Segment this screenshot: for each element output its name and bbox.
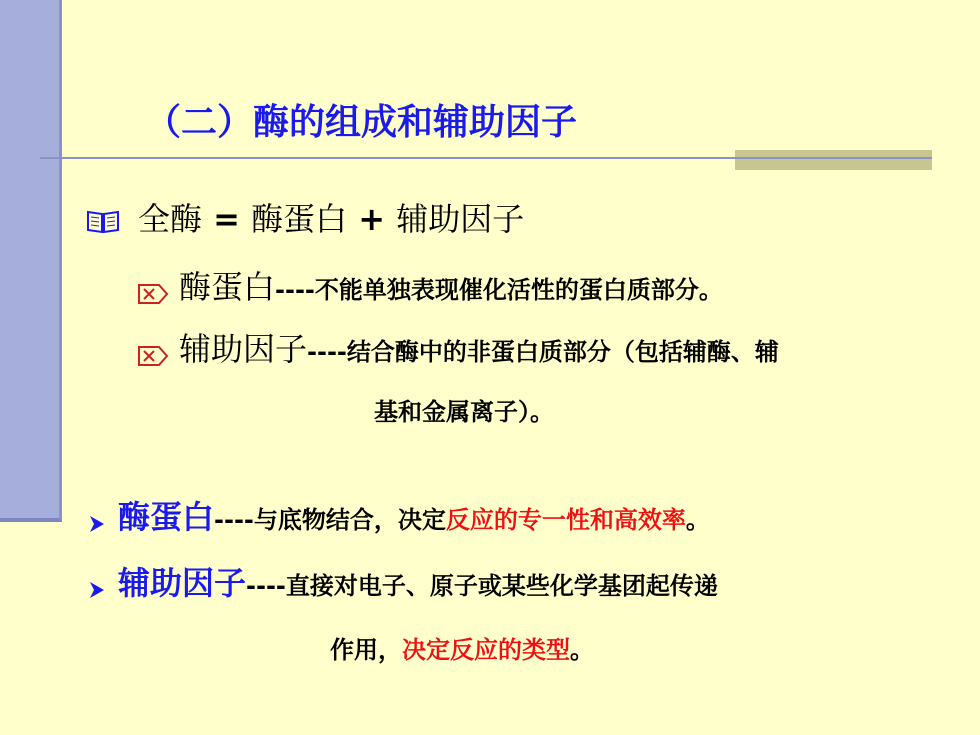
bullet-cofactor-continued bbox=[330, 630, 594, 665]
subitem-dash: ---- bbox=[307, 338, 347, 366]
formula-plus: + bbox=[347, 200, 397, 238]
bullet-end: 。 bbox=[685, 506, 710, 534]
bullet-cofactor bbox=[88, 558, 718, 604]
subitem-desc-continued: 基和金属离子）。 bbox=[374, 398, 554, 426]
title-rule-accent bbox=[735, 150, 932, 170]
subitem-cofactor bbox=[137, 324, 779, 370]
bullet-highlight: 反应的专一性和高效率 bbox=[445, 506, 686, 534]
formula-term1: 酶蛋白 bbox=[251, 200, 348, 238]
bullet-text: 直接对电子、原子或某些化学基团起传递 bbox=[285, 572, 718, 600]
slide-title: （二）酶的组成和辅助因子 bbox=[145, 102, 578, 143]
bullet-dash: ---- bbox=[214, 506, 254, 534]
crossed-box-icon bbox=[137, 283, 169, 305]
book-icon bbox=[86, 208, 120, 234]
left-sidebar-bar bbox=[0, 0, 62, 522]
formula-line bbox=[86, 194, 524, 240]
arrow-bullet-icon bbox=[88, 580, 106, 600]
bullet-text: 与底物结合，决定 bbox=[253, 506, 446, 534]
bullet-enzyme-protein bbox=[88, 492, 710, 538]
bullet-term: 酶蛋白 bbox=[118, 498, 215, 536]
crossed-box-icon bbox=[137, 345, 169, 367]
subitem-desc: 不能单独表现催化活性的蛋白质部分。 bbox=[314, 276, 723, 304]
formula-term2: 辅助因子 bbox=[396, 200, 525, 238]
subitem-term: 辅助因子 bbox=[179, 330, 308, 368]
bullet-highlight: 决定反应的类型 bbox=[402, 636, 570, 664]
title-rule-line bbox=[40, 157, 932, 159]
bullet-dash: ---- bbox=[246, 572, 286, 600]
arrow-bullet-icon bbox=[88, 514, 106, 534]
bullet-text-cont: 作用， bbox=[330, 636, 402, 664]
bullet-term: 辅助因子 bbox=[118, 564, 247, 602]
subitem-enzyme-protein bbox=[137, 262, 723, 308]
subitem-term: 酶蛋白 bbox=[179, 268, 276, 306]
formula-equals: = bbox=[202, 200, 252, 238]
subitem-dash: ---- bbox=[275, 276, 315, 304]
subitem-desc: 结合酶中的非蛋白质部分（包括辅酶、辅 bbox=[346, 338, 779, 366]
formula-lhs: 全酶 bbox=[138, 200, 203, 238]
bullet-end: 。 bbox=[570, 636, 594, 664]
